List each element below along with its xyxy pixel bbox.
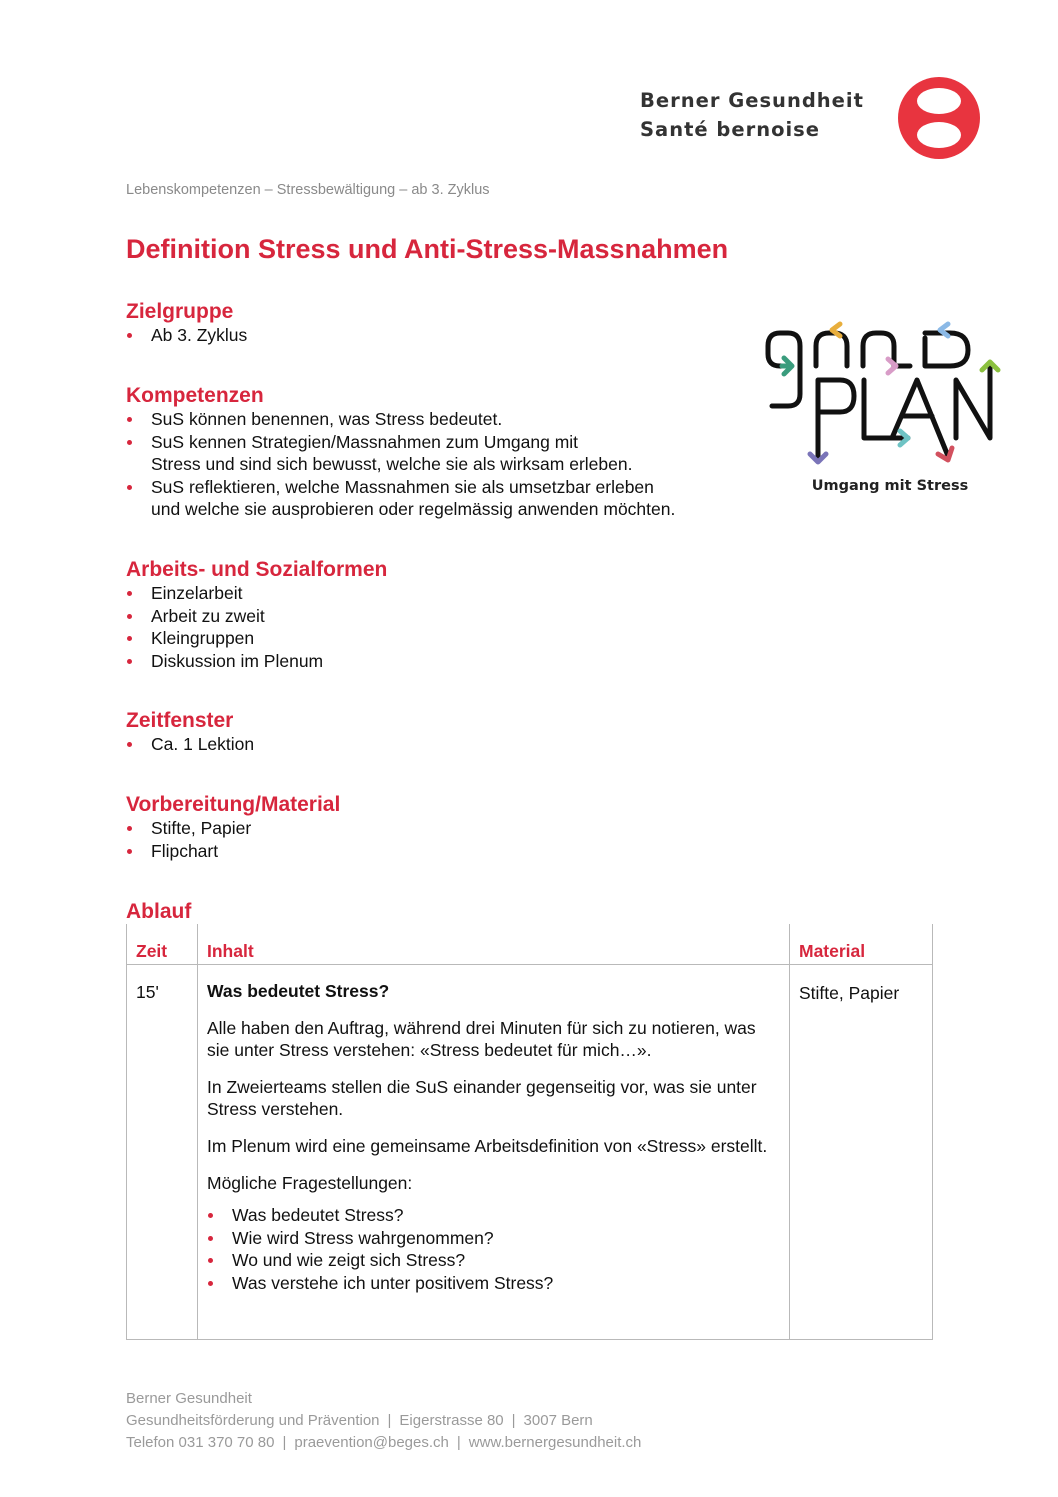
list-item: [126, 650, 387, 673]
bullet-icon: [127, 636, 132, 641]
bullet-icon: [127, 440, 132, 445]
bullet-icon: [208, 1213, 213, 1218]
goodplan-logo: [760, 316, 1010, 466]
footer-email-link[interactable]: praevention@beges.ch: [294, 1434, 449, 1451]
list-item: [126, 840, 340, 863]
footer-address-line: [126, 1410, 641, 1432]
berner-gesundheit-logo-text: [640, 86, 864, 144]
separator: |: [387, 1412, 392, 1429]
paragraph: Alle haben den Auftrag, während drei Minuten für sich zu notieren, was sie unter Stress verstehen: «Stress bedeutet für mich…».: [207, 1017, 756, 1061]
list-item: [126, 627, 387, 650]
footer-contact-line: [126, 1432, 641, 1454]
column-header-inhalt: Inhalt: [207, 941, 254, 961]
footer-org: Berner Gesundheit: [126, 1390, 252, 1407]
section-arbeitsformen: [126, 557, 387, 672]
paragraph: Im Plenum wird eine gemeinsame Arbeitsdefinition von «Stress» erstellt.: [207, 1135, 768, 1156]
list-item-text: Einzelarbeit: [151, 583, 243, 603]
brand-line-2: Santé bernoise: [640, 118, 821, 141]
brand-line-1: Berner Gesundheit: [640, 89, 864, 112]
bullet-icon: [127, 417, 132, 422]
footer: [126, 1388, 641, 1454]
separator: |: [511, 1412, 516, 1429]
bullet-icon: [127, 849, 132, 854]
section-zielgruppe: [126, 299, 247, 347]
column-header-zeit: Zeit: [136, 941, 168, 961]
section-heading: Vorbereitung/Material: [126, 793, 341, 816]
list-item-text: SuS können benennen, was Stress bedeutet.: [151, 409, 503, 429]
list-item: [207, 1249, 782, 1272]
list-item-text: Was verstehe ich unter positivem Stress?: [232, 1272, 554, 1293]
section-kompetenzen: [126, 383, 675, 521]
list-item-text: Wie wird Stress wahrgenommen?: [232, 1227, 494, 1248]
list-item-text: Was bedeutet Stress?: [232, 1205, 404, 1226]
section-heading: Arbeits- und Sozialformen: [126, 558, 388, 581]
bullet-icon: [208, 1281, 213, 1286]
section-heading: Zeitfenster: [126, 709, 234, 732]
column-header-material: Material: [799, 941, 866, 961]
section-ablauf: [126, 899, 191, 924]
table-border: [932, 924, 933, 1340]
table-border: [789, 924, 790, 1340]
cell-inhalt: [207, 980, 782, 1295]
footer-city: 3007 Bern: [523, 1412, 593, 1429]
list-item-text: Stress und sind sich bewusst, welche sie als wirksam erleben.: [151, 454, 633, 475]
berner-gesundheit-logo-mark-icon: [897, 76, 981, 160]
row-title: Was bedeutet Stress?: [207, 981, 390, 1001]
separator: |: [456, 1434, 461, 1451]
cell-zeit: 15': [136, 982, 159, 1002]
footer-street: Eigerstrasse 80: [399, 1412, 504, 1429]
separator: |: [282, 1434, 287, 1451]
list-item: [207, 1227, 782, 1250]
section-heading: Ablauf: [126, 900, 192, 923]
list-item-text: Ab 3. Zyklus: [151, 325, 248, 345]
list-item-text: Wo und wie zeigt sich Stress?: [232, 1250, 466, 1271]
list-item-text: Diskussion im Plenum: [151, 650, 324, 671]
cell-material: Stifte, Papier: [799, 983, 900, 1003]
list-item: [126, 324, 247, 347]
paragraph: In Zweierteams stellen die SuS einander gegenseitig vor, was sie unter Stress verstehen.: [207, 1076, 757, 1120]
table-bottom-border: [126, 1339, 933, 1340]
list-item-text: SuS reflektieren, welche Massnahmen sie als umsetzbar erleben: [151, 476, 654, 497]
bullet-icon: [127, 826, 132, 831]
list-item: [126, 733, 254, 756]
list-item: [207, 1204, 782, 1227]
list-item-text: Flipchart: [151, 840, 219, 861]
section-material: [126, 792, 340, 862]
page-title: Definition Stress und Anti-Stress-Massnahmen: [126, 234, 729, 264]
bullet-icon: [127, 659, 132, 664]
table-border: [197, 924, 198, 1340]
list-item: [126, 408, 675, 431]
bullet-icon: [127, 591, 132, 596]
bullet-icon: [208, 1258, 213, 1263]
footer-website-link[interactable]: www.bernergesundheit.ch: [468, 1434, 642, 1451]
ablauf-table: [126, 924, 933, 1340]
bullet-icon: [127, 742, 132, 747]
bullet-icon: [208, 1236, 213, 1241]
section-heading: Zielgruppe: [126, 300, 234, 323]
table-border: [126, 924, 127, 1340]
section-zeitfenster: [126, 708, 254, 756]
list-item-text: Ca. 1 Lektion: [151, 734, 255, 754]
bullet-icon: [127, 614, 132, 619]
footer-dept: Gesundheitsförderung und Prävention: [126, 1412, 380, 1429]
list-item-text: Arbeit zu zweit: [151, 605, 265, 626]
section-heading: Kompetenzen: [126, 384, 264, 407]
bullet-icon: [127, 485, 132, 490]
list-item-text: SuS kennen Strategien/Massnahmen zum Umgang mit: [151, 431, 579, 452]
list-item-text: und welche sie ausprobieren oder regelmässig anwenden möchten.: [151, 499, 676, 520]
goodplan-subtitle: Umgang mit Stress: [811, 478, 969, 494]
paragraph: Mögliche Fragestellungen:: [207, 1172, 413, 1193]
list-item-text: Stifte, Papier: [151, 818, 252, 838]
table-header-divider: [126, 964, 933, 965]
breadcrumb: Lebenskompetenzen – Stressbewältigung – ab 3. Zyklus: [126, 182, 490, 198]
list-item-text: Kleingruppen: [151, 628, 255, 649]
bullet-icon: [127, 333, 132, 338]
list-item: [126, 476, 675, 521]
list-item: [126, 582, 387, 605]
list-item: [126, 817, 340, 840]
list-item: [207, 1272, 782, 1295]
footer-phone: Telefon 031 370 70 80: [126, 1434, 275, 1451]
list-item: [126, 605, 387, 628]
list-item: [126, 431, 675, 476]
